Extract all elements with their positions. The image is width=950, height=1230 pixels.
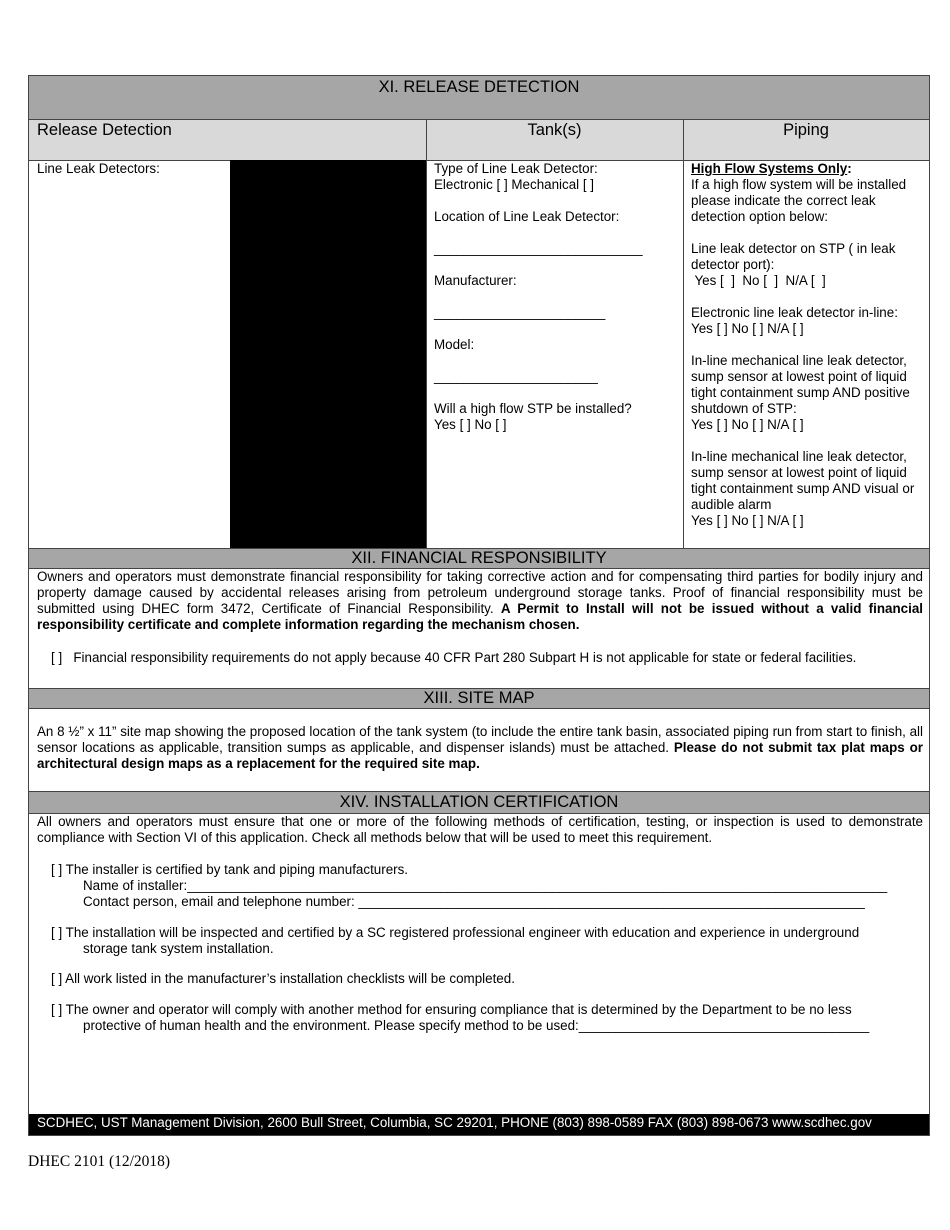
section-xiii-header bbox=[29, 688, 929, 709]
type-label: Type of Line Leak Detector: bbox=[434, 161, 598, 176]
type-options[interactable]: Electronic [ ] Mechanical [ ] bbox=[434, 177, 595, 192]
financial-responsibility-paragraph bbox=[37, 569, 923, 633]
location-blank[interactable]: ____________________________ bbox=[434, 241, 643, 256]
other-method-field[interactable]: protective of human health and the environment. Please specify method to be used:_______________________________________ bbox=[83, 1018, 870, 1033]
section-xiii-title: XIII. SITE MAP bbox=[423, 689, 535, 707]
installation-option-4-text[interactable]: [ ] The owner and operator will comply with another method for ensuring compliance that is determined by the Department to be no less bbox=[51, 1002, 852, 1017]
high-flow-question: Will a high flow STP be installed? bbox=[434, 401, 632, 416]
section-xiv-header bbox=[29, 791, 929, 814]
site-map-paragraph bbox=[37, 724, 923, 772]
section-xiv-title: XIV. INSTALLATION CERTIFICATION bbox=[339, 793, 619, 811]
piping-option-1: Line leak detector on STP ( in leak detector port): bbox=[691, 241, 896, 272]
piping-left-border bbox=[683, 120, 684, 549]
site-map-text-bold: Please do not submit tax plat maps or architectural design maps as a replacement for the required site map. bbox=[37, 740, 923, 771]
piping-option-2: Electronic line leak detector in-line: bbox=[691, 305, 898, 320]
high-flow-heading-colon: : bbox=[847, 161, 852, 176]
piping-option-4-choices[interactable]: Yes [ ] No [ ] N/A [ ] bbox=[691, 513, 804, 528]
high-flow-heading: High Flow Systems Only bbox=[691, 161, 848, 176]
section-xi-title: XI. RELEASE DETECTION bbox=[378, 78, 580, 96]
redacted-block bbox=[230, 160, 426, 549]
installation-option-1-text[interactable]: [ ] The installer is certified by tank and piping manufacturers. bbox=[51, 862, 409, 877]
section-xi-header bbox=[29, 75, 929, 120]
piping-option-3: In-line mechanical line leak detector, sump sensor at lowest point of liquid tight containment sump AND positive shutdown of STP: bbox=[691, 353, 910, 416]
tanks-label: Tank(s) bbox=[527, 121, 582, 139]
installation-intro bbox=[37, 814, 923, 846]
model-label: Model: bbox=[434, 337, 475, 352]
piping-option-2-choices[interactable]: Yes [ ] No [ ] N/A [ ] bbox=[691, 321, 804, 336]
section-xii-title: XII. FINANCIAL RESPONSIBILITY bbox=[351, 549, 607, 567]
release-detection-column-header bbox=[29, 120, 426, 160]
release-detection-label: Release Detection bbox=[37, 121, 172, 139]
line-leak-detectors-text: Line Leak Detectors: bbox=[37, 161, 160, 176]
installation-intro-text: All owners and operators must ensure that one or more of the following methods of certification, testing, or inspection is used to demonstrate compliance with Section VI of this application. Check all methods below that will be used to meet this requirement. bbox=[37, 814, 923, 845]
financial-text: Owners and operators must demonstrate financial responsibility for taking corrective action and for compensating third parties for bodily injury and property damage caused by accidental releases arising from petroleum underground storage tanks. Proof of financial responsibility must be submitted using DHEC form 3472, Certificate of Financial Responsibility. bbox=[37, 569, 923, 616]
installation-option-3[interactable] bbox=[51, 971, 921, 987]
installation-option-2-text[interactable]: [ ] The installation will be inspected and certified by a SC registered professional engineer with education and experience in underground bbox=[51, 925, 860, 940]
installation-option-2[interactable] bbox=[51, 925, 921, 957]
model-blank[interactable]: ______________________ bbox=[434, 369, 598, 384]
financial-exemption-row bbox=[51, 650, 925, 666]
footer-address: SCDHEC, UST Management Division, 2600 Bull Street, Columbia, SC 29201, PHONE (803) 898-0589 FAX (803) 898-0673 www.scdhec.gov bbox=[37, 1115, 872, 1130]
form-id: DHEC 2101 (12/2018) bbox=[28, 1153, 171, 1170]
section-xii-header bbox=[29, 548, 929, 569]
footer-address-bar bbox=[29, 1114, 929, 1135]
manufacturer-label: Manufacturer: bbox=[434, 273, 517, 288]
piping-label: Piping bbox=[783, 121, 829, 139]
financial-exemption-text: Financial responsibility requirements do not apply because 40 CFR Part 280 Subpart H is not applicable for state or federal facilities. bbox=[73, 650, 857, 665]
financial-text-bold: A Permit to Install will not be issued without a valid financial responsibility certificate and complete information regarding the mechanism chosen. bbox=[37, 601, 923, 632]
piping-column-header bbox=[683, 120, 929, 160]
piping-intro: If a high flow system will be installed please indicate the correct leak detection option below: bbox=[691, 177, 907, 224]
tanks-left-border bbox=[426, 120, 427, 549]
installation-option-3-text[interactable]: [ ] All work listed in the manufacturer’s installation checklists will be completed. bbox=[51, 971, 515, 986]
tanks-column-header bbox=[426, 120, 683, 160]
piping-option-4: In-line mechanical line leak detector, sump sensor at lowest point of liquid tight containment sump AND visual or audible alarm bbox=[691, 449, 915, 512]
installer-contact-field[interactable]: Contact person, email and telephone number: ____________________________________________________________________ bbox=[83, 894, 865, 909]
installation-option-1[interactable] bbox=[51, 862, 921, 910]
application-form bbox=[28, 75, 930, 1136]
location-label: Location of Line Leak Detector: bbox=[434, 209, 620, 224]
installation-option-4[interactable] bbox=[51, 1002, 921, 1034]
site-map-text: An 8 ½” x 11” site map showing the proposed location of the tank system (to include the entire tank basin, associated piping run from start to finish, all sensor locations as applicable, transition sumps as applicable, and dispenser islands) must be attached. bbox=[37, 724, 923, 755]
piping-cell bbox=[691, 161, 925, 529]
piping-option-3-choices[interactable]: Yes [ ] No [ ] N/A [ ] bbox=[691, 417, 804, 432]
piping-option-1-choices[interactable]: Yes [ ] No [ ] N/A [ ] bbox=[691, 273, 826, 288]
installer-name-field[interactable]: Name of installer:______________________________________________________________________________________________ bbox=[83, 878, 888, 893]
line-leak-detectors-label bbox=[37, 161, 227, 177]
financial-exemption-checkbox[interactable]: [ ] bbox=[51, 650, 63, 665]
tanks-cell bbox=[434, 161, 679, 433]
installation-option-2-text-cont: storage tank system installation. bbox=[83, 941, 274, 956]
manufacturer-blank[interactable]: _______________________ bbox=[434, 305, 606, 320]
high-flow-options[interactable]: Yes [ ] No [ ] bbox=[434, 417, 507, 432]
